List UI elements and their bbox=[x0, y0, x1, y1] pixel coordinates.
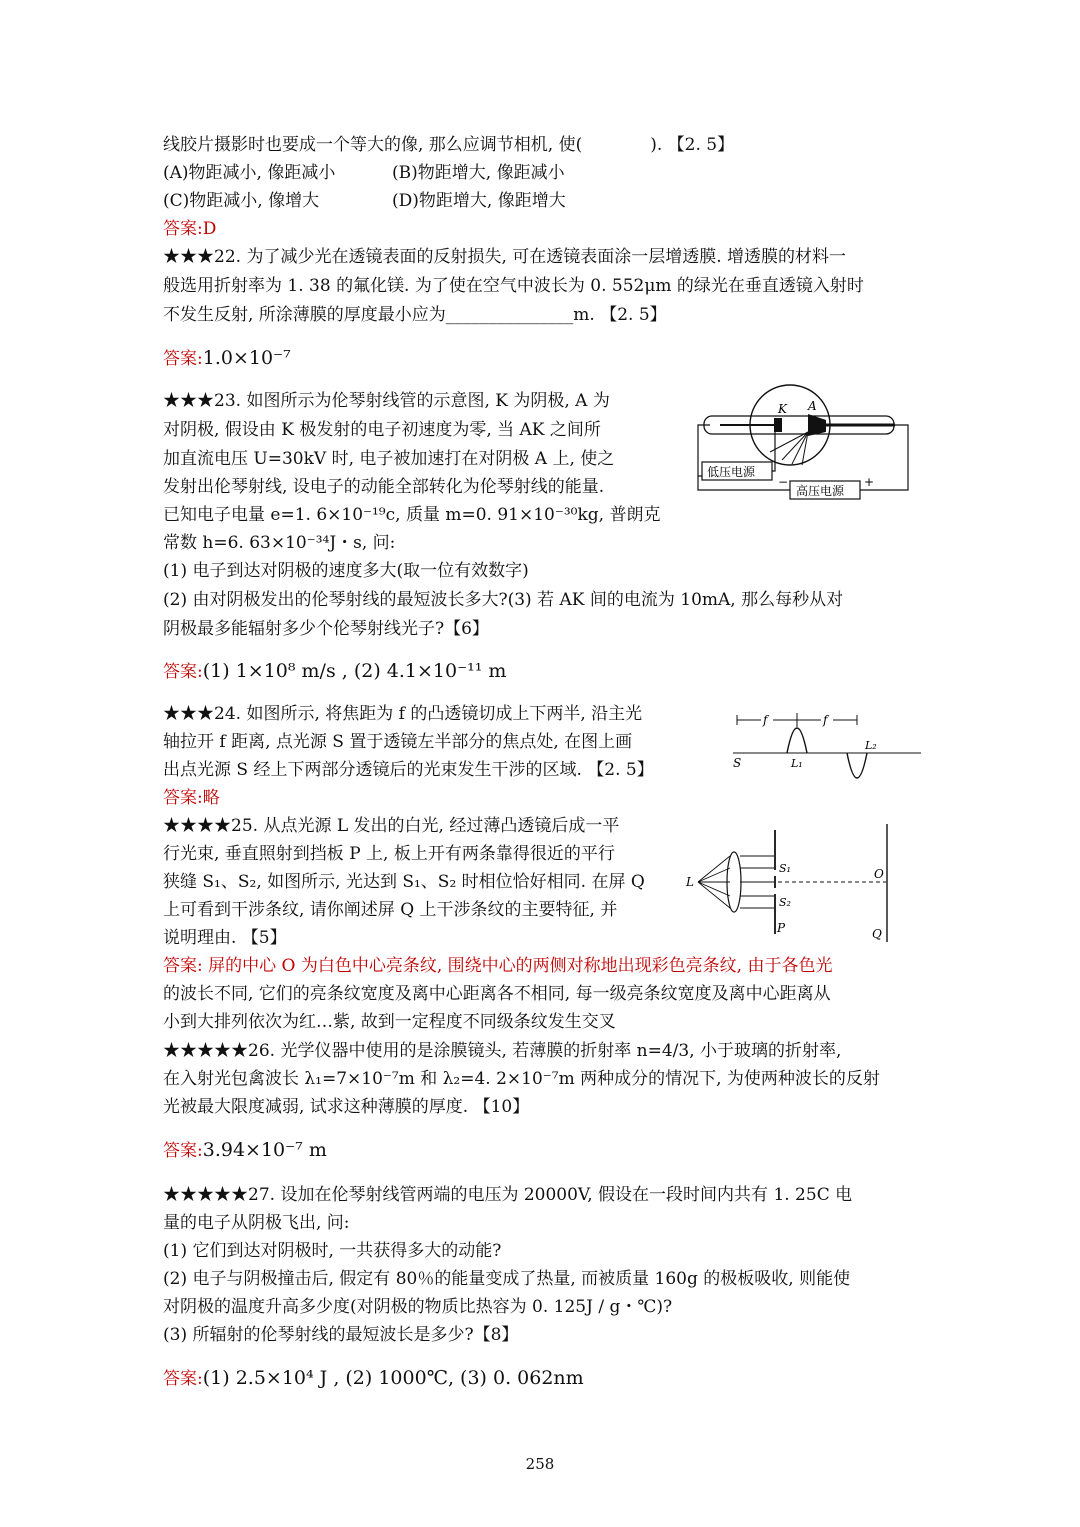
q23-line: 发射出伦琴射线, 设电子的动能全部转化为伦琴射线的能量. bbox=[163, 477, 605, 497]
answer-value: 3.94×10⁻⁷ m bbox=[202, 1139, 327, 1161]
lower-half-lens bbox=[847, 753, 867, 778]
q21-option-a: (A)物距减小, 像距减小 bbox=[163, 163, 336, 183]
q23-line: (2) 由对阴极发出的伦琴射线的最短波长多大?(3) 若 AK 间的电流为 10mA, 那么每秒从对 bbox=[163, 590, 844, 610]
q22-line: ★★★22. 为了减少光在透镜表面的反射损失, 可在透镜表面涂一层增透膜. 增透膜的材料一 bbox=[163, 247, 847, 267]
q21-option-b: (B)物距增大, 像距减小 bbox=[392, 163, 565, 183]
q23-line: 已知电子电量 e=1. 6×10⁻¹⁹c, 质量 m=0. 91×10⁻³⁰kg, 普朗克 bbox=[163, 505, 661, 525]
q23-line: 加直流电压 U=30kV 时, 电子被加速打在对阴极 A 上, 使之 bbox=[163, 449, 615, 469]
q21-answer: 答案:D bbox=[163, 219, 217, 239]
high-voltage-label: 高压电源 bbox=[796, 484, 845, 498]
q24-line: 轴拉开 f 距离, 点光源 S 置于透镜左半部分的焦点处, 在图上画 bbox=[163, 732, 633, 752]
answer-label: 答案: bbox=[163, 1369, 203, 1389]
anticathode bbox=[808, 414, 826, 436]
q21-option-d: (D)物距增大, 像距增大 bbox=[392, 191, 566, 211]
q23-line: 常数 h=6. 63×10⁻³⁴J・s, 问: bbox=[163, 533, 396, 553]
label-o: O bbox=[874, 867, 884, 881]
ray bbox=[698, 882, 730, 896]
q27-line: (1) 它们到达对阴极时, 一共获得多大的动能? bbox=[163, 1241, 502, 1261]
upper-half-lens bbox=[787, 728, 807, 753]
answer-value: 1.0×10⁻⁷ bbox=[202, 347, 291, 369]
q26-line: 光被最大限度减弱, 试求这种薄膜的厚度. 【10】 bbox=[163, 1097, 530, 1117]
label-f: f bbox=[763, 713, 768, 727]
label-s: S bbox=[733, 756, 742, 770]
label-a: A bbox=[808, 399, 817, 413]
label-l: L bbox=[686, 875, 694, 889]
q26-line: 在入射光包禽波长 λ₁=7×10⁻⁷m 和 λ₂=4. 2×10⁻⁷m 两种成分的情况下, 为使两种波长的反射 bbox=[163, 1069, 880, 1089]
q27-answer bbox=[163, 1367, 584, 1390]
q25-line: 说明理由. 【5】 bbox=[163, 928, 287, 948]
q24-line: 出点光源 S 经上下两部分透镜后的光束发生干涉的区域. 【2. 5】 bbox=[163, 760, 654, 780]
q25-answer: 答案: 屏的中心 O 为白色中心亮条纹, 围绕中心的两侧对称地出现彩色亮条纹, 由于各色光 bbox=[163, 956, 833, 976]
q23-line: ★★★23. 如图所示为伦琴射线管的示意图, K 为阴极, A 为 bbox=[163, 391, 610, 411]
q21-option-c: (C)物距减小, 像增大 bbox=[163, 191, 320, 211]
label-s2: S₂ bbox=[779, 896, 791, 909]
low-voltage-label: 低压电源 bbox=[707, 465, 756, 479]
q27-line: 量的电子从阴极飞出, 问: bbox=[163, 1213, 350, 1233]
q27-line: ★★★★★27. 设加在伦琴射线管两端的电压为 20000V, 假设在一段时间内共有 1. 25C 电 bbox=[163, 1185, 853, 1205]
ray bbox=[698, 856, 730, 882]
q25-answer: 的波长不同, 它们的亮条纹宽度及离中心距离各不相同, 每一级亮条纹宽度及离中心距离从 bbox=[163, 984, 831, 1004]
q23-line: 对阴极, 假设由 K 极发射的电子初速度为零, 当 AK 之间所 bbox=[163, 420, 601, 440]
page-number: 258 bbox=[525, 1455, 555, 1473]
label-q: Q bbox=[872, 927, 882, 941]
double-slit-figure bbox=[682, 822, 892, 944]
answer-value: (1) 1×10⁸ m/s , (2) 4.1×10⁻¹¹ m bbox=[202, 660, 507, 682]
plus-sign: + bbox=[864, 475, 875, 489]
q23-line: 阴极最多能辐射多少个伦琴射线光子?【6】 bbox=[163, 619, 489, 639]
ray bbox=[698, 882, 730, 908]
q25-answer: 小到大排列依次为红…紫, 故到一定程度不同级条纹发生交叉 bbox=[163, 1012, 616, 1032]
q26-line: ★★★★★26. 光学仪器中使用的是涂膜镜头, 若薄膜的折射率 n=4/3, 小于玻璃的折射率, bbox=[163, 1041, 842, 1061]
label-l2: L₂ bbox=[865, 739, 877, 752]
q27-line: (2) 电子与阴极撞击后, 假定有 80％的能量变成了热量, 而被质量 160g 的极板吸收, 则能使 bbox=[163, 1269, 851, 1289]
q25-line: 上可看到干涉条纹, 请你阐述屏 Q 上干涉条纹的主要特征, 并 bbox=[163, 900, 618, 920]
q25-line: 狭缝 S₁、S₂, 如图所示, 光达到 S₁、S₂ 时相位恰好相同. 在屏 Q bbox=[163, 872, 645, 892]
q26-answer bbox=[163, 1139, 327, 1162]
answer-label: 答案: bbox=[163, 662, 203, 682]
q22-line: 般选用折射率为 1. 38 的氟化镁. 为了使在空气中波长为 0. 552μm 的绿光在垂直透镜入射时 bbox=[163, 276, 864, 296]
q25-line: 行光束, 垂直照射到挡板 P 上, 板上开有两条靠得很近的平行 bbox=[163, 844, 615, 864]
label-p: P bbox=[777, 921, 786, 935]
ray bbox=[698, 868, 730, 882]
label-l1: L₁ bbox=[791, 757, 803, 770]
label-k: K bbox=[778, 402, 787, 416]
q27-line: (3) 所辐射的伦琴射线的最短波长是多少?【8】 bbox=[163, 1325, 519, 1345]
q22-answer bbox=[163, 347, 291, 370]
q25-line: ★★★★25. 从点光源 L 发出的白光, 经过薄凸透镜后成一平 bbox=[163, 816, 620, 836]
q24-answer: 答案:略 bbox=[163, 788, 220, 808]
minus-sign: − bbox=[778, 475, 789, 489]
q22-line: 不发生反射, 所涂薄膜的厚度最小应为_______________m. 【2. 5】 bbox=[163, 305, 667, 325]
q23-line: (1) 电子到达对阴极的速度多大(取一位有效数字) bbox=[163, 561, 529, 581]
answer-label: 答案: bbox=[163, 349, 203, 369]
ray-2 bbox=[792, 432, 808, 464]
q27-line: 对阴极的温度升高多少度(对阴极的物质比热容为 0. 125J / g・℃)? bbox=[163, 1297, 673, 1317]
split-lens-figure bbox=[725, 705, 925, 793]
q23-answer bbox=[163, 660, 506, 683]
ray-4 bbox=[770, 432, 808, 452]
answer-value: (1) 2.5×10⁴ J , (2) 1000℃, (3) 0. 062nm bbox=[202, 1367, 584, 1389]
xray-tube-figure bbox=[690, 380, 915, 500]
q24-line: ★★★24. 如图所示, 将焦距为 f 的凸透镜切成上下两半, 沿主光 bbox=[163, 704, 643, 724]
label-f: f bbox=[823, 713, 828, 727]
label-s1: S₁ bbox=[779, 862, 791, 875]
q21-line: 线胶片摄影时也要成一个等大的像, 那么应调节相机, 使( ). 【2. 5】 bbox=[163, 135, 735, 155]
answer-label: 答案: bbox=[163, 1141, 203, 1161]
